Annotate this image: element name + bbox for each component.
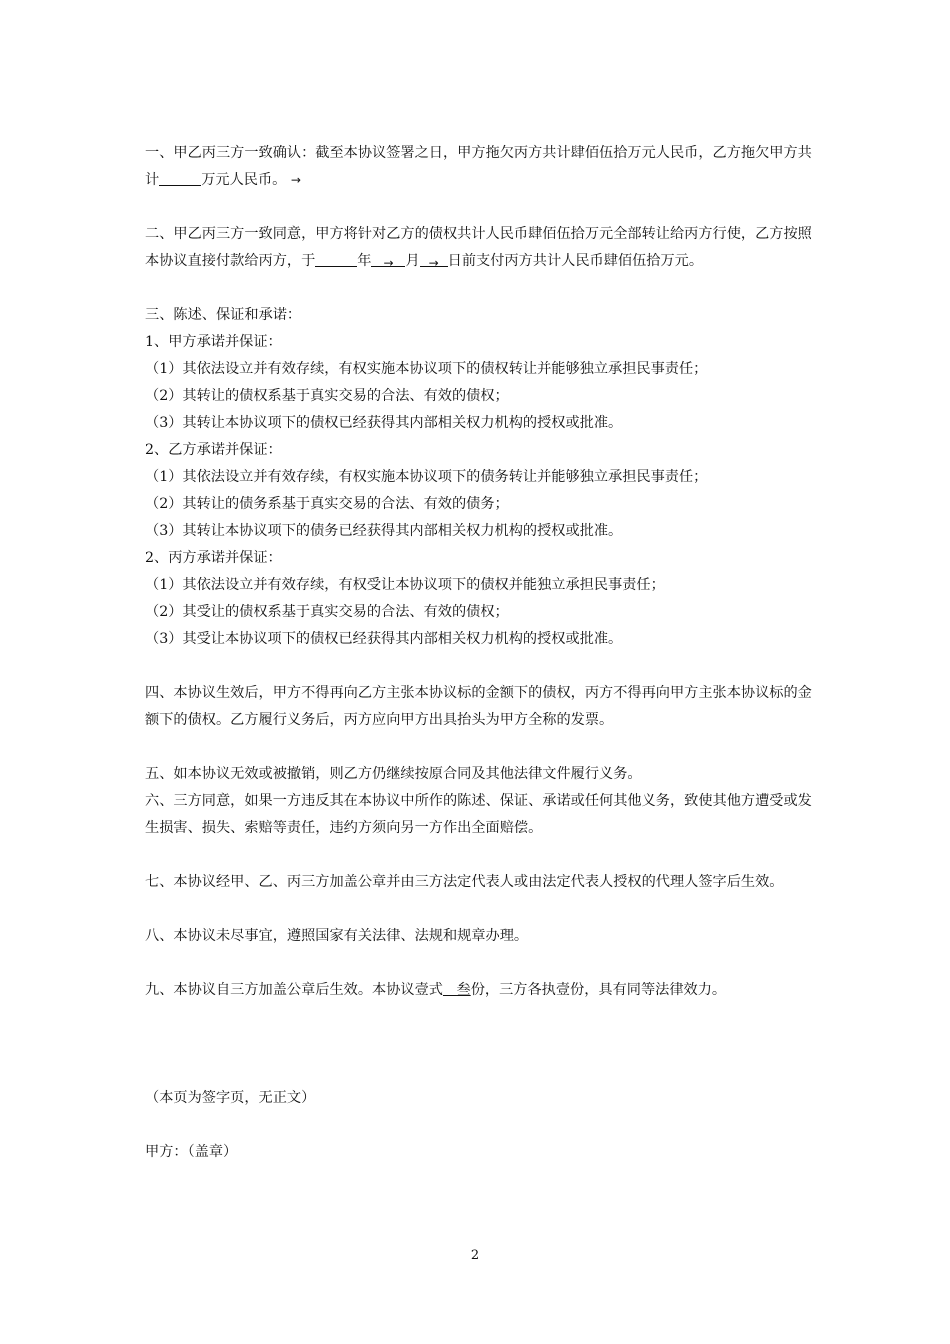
clause-9-text: 九、本协议自三方加盖公章后生效。本协议壹式	[145, 982, 443, 998]
clause-1	[145, 140, 815, 194]
tab-arrow-icon: →	[383, 256, 394, 270]
party-a-item: （1）其依法设立并有效存续，有权实施本协议项下的债权转让并能够独立承担民事责任；	[145, 361, 708, 377]
party-c-item: （2）其受让的债权系基于真实交易的合法、有效的债权；	[145, 604, 509, 620]
party-b-item: （1）其依法设立并有效存续，有权实施本协议项下的债务转让并能够独立承担民事责任；	[145, 469, 708, 485]
party-a-heading: 1、甲方承诺并保证：	[145, 334, 282, 350]
tab-arrow-icon: →	[290, 173, 301, 187]
clause-1-text: 一、甲乙丙三方一致确认：截至本协议签署之日，甲方拖欠丙方共计肆佰伍拾万元人民币，乙方拖欠甲方共计	[145, 145, 812, 188]
signature-note: （本页为签字页，无正文）	[145, 1090, 316, 1106]
page-number: 2	[470, 1248, 480, 1263]
clause-9	[145, 977, 815, 1004]
copies-value: 叁	[456, 982, 471, 998]
month-label: 月	[405, 253, 420, 269]
party-c-item: （3）其受让本协议项下的债权已经获得其内部相关权力机构的授权或批准。	[145, 631, 623, 647]
clause-2-text: 二、甲乙丙三方一致同意，甲方将针对乙方的债权共计人民币肆佰伍拾万元全部转让给丙方行使，乙方按照本协议直接付款给丙方，于	[145, 226, 812, 269]
tab-arrow-icon: →	[428, 256, 439, 270]
amount-blank	[159, 169, 201, 186]
clause-9-text-end: 份，三方各执壹份，具有同等法律效力。	[470, 982, 727, 998]
clause-2-text-end: 日前支付丙方共计人民币肆佰伍拾万元。	[447, 253, 704, 269]
clause-4: 四、本协议生效后，甲方不得再向乙方主张本协议标的金额下的债权，丙方不得再向甲方主张本协议标的金额下的债权。乙方履行义务后，丙方应向甲方出具抬头为甲方全称的发票。	[145, 685, 812, 728]
clause-6: 六、三方同意，如果一方违反其在本协议中所作的陈述、保证、承诺或任何其他义务，致使其他方遭受或发生损害、损失、索赔等责任，违约方须向另一方作出全面赔偿。	[145, 793, 812, 836]
clause-1-text-end: 万元人民币。	[201, 172, 287, 188]
clause-8: 八、本协议未尽事宜，遵照国家有关法律、法规和规章办理。	[145, 928, 529, 944]
agreement-body	[145, 140, 815, 1166]
party-a-item: （2）其转让的债权系基于真实交易的合法、有效的债权；	[145, 388, 509, 404]
year-blank	[315, 250, 357, 267]
copies-blank	[443, 982, 471, 998]
party-c-item: （1）其依法设立并有效存续，有权受让本协议项下的债权并能独立承担民事责任；	[145, 577, 665, 593]
month-blank	[371, 250, 405, 270]
party-b-item: （3）其转让本协议项下的债务已经获得其内部相关权力机构的授权或批准。	[145, 523, 623, 539]
clause-3-heading: 三、陈述、保证和承诺：	[145, 307, 302, 323]
party-b-item: （2）其转让的债务系基于真实交易的合法、有效的债务；	[145, 496, 509, 512]
day-blank	[420, 250, 448, 270]
party-b-heading: 2、乙方承诺并保证：	[145, 442, 282, 458]
signature-party-a: 甲方：（盖章）	[145, 1144, 238, 1160]
clause-5: 五、如本协议无效或被撤销，则乙方仍继续按原合同及其他法律文件履行义务。	[145, 766, 642, 782]
clause-2	[145, 221, 815, 275]
year-label: 年	[357, 253, 372, 269]
party-c-heading: 2、丙方承诺并保证：	[145, 550, 282, 566]
clause-7: 七、本协议经甲、乙、丙三方加盖公章并由三方法定代表人或由法定代表人授权的代理人签字后生效。	[145, 874, 784, 890]
party-a-item: （3）其转让本协议项下的债权已经获得其内部相关权力机构的授权或批准。	[145, 415, 623, 431]
